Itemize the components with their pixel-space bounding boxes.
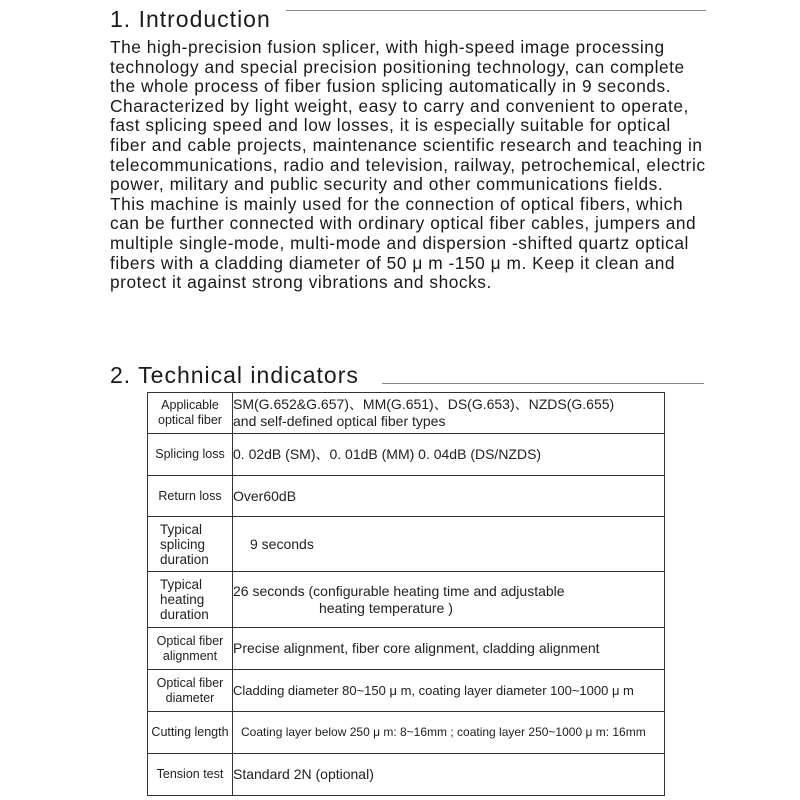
table-row-heating-duration	[148, 572, 665, 628]
row-value	[233, 517, 665, 572]
label-line: Tension test	[156, 767, 224, 781]
introduction-heading: 1. Introduction	[110, 6, 271, 32]
value-line: 0. 02dB (SM)、0. 01dB (MM) 0. 04dB (DS/NZDS)	[233, 446, 542, 462]
row-label	[148, 712, 233, 754]
table-row-cutting-length	[148, 712, 665, 754]
row-value	[233, 434, 665, 476]
label-line: duration	[160, 607, 209, 622]
value-line: Cladding diameter 80~150 μ m, coating layer diameter 100~1000 μ m	[233, 683, 634, 698]
label-line: Typical	[160, 577, 203, 592]
value-line: Standard 2N (optional)	[233, 766, 374, 782]
row-value	[233, 670, 665, 712]
label-line: duration	[160, 551, 209, 567]
row-value	[233, 572, 665, 628]
row-label	[148, 572, 233, 628]
label-line: Optical fiber	[156, 675, 224, 690]
row-value	[233, 712, 665, 754]
table-row-applicable-fiber	[148, 393, 665, 434]
value-line: SM(G.652&G.657)、MM(G.651)、DS(G.653)、NZDS(G.655)	[233, 396, 615, 412]
value-line: 26 seconds (configurable heating time and adjustable	[233, 582, 565, 599]
row-label	[148, 628, 233, 670]
value-line: Over60dB	[233, 487, 297, 504]
label-line: alignment	[162, 648, 218, 663]
label-line: Applicable	[161, 398, 219, 412]
top-divider	[286, 10, 706, 11]
label-line: Typical	[160, 521, 203, 537]
value-line: heating temperature )	[319, 599, 453, 616]
table-row-fiber-diameter	[148, 670, 665, 712]
label-line: optical fiber	[158, 413, 222, 427]
technical-indicators-heading: 2. Technical indicators	[110, 362, 359, 388]
table-row-splicing-duration	[148, 517, 665, 572]
label-line: heating	[160, 592, 205, 607]
value-line: and self-defined optical fiber types	[233, 413, 446, 429]
row-label	[148, 476, 233, 517]
intro-paragraph-1: The high-precision fusion splicer, with high-speed image processing technology and special precision positioning technology, can complete the whole process of fiber fusion splicing automatically in 9 seconds. Characterized by light weight, easy to carry and convenient to operate, fast splicing speed and low losses, it is especially suitable for optical fiber and cable projects, maintenance scientific research and teaching in telecommunications, radio and television, railway, petrochemical, electric power, military and public security and other communications fields.	[110, 37, 706, 195]
label-line: Cutting length	[151, 725, 229, 739]
value-line: Coating layer below 250 μ m: 8~16mm ; coating layer 250~1000 μ m: 16mm	[241, 725, 646, 739]
label-line: Return loss	[158, 488, 222, 503]
row-label	[148, 434, 233, 476]
row-value	[233, 476, 665, 517]
row-value	[233, 628, 665, 670]
table-row-splicing-loss	[148, 434, 665, 476]
value-line: 9 seconds	[250, 535, 314, 552]
value-line: Precise alignment, fiber core alignment, cladding alignment	[233, 640, 600, 656]
row-label	[148, 517, 233, 572]
tech-divider	[382, 383, 704, 384]
technical-indicators-table	[147, 392, 665, 796]
row-value	[233, 393, 665, 434]
intro-paragraph-2: This machine is mainly used for the connection of optical fibers, which can be further connected with ordinary optical fiber cables, jumpers and multiple single-mode, multi-mode and dispersion -shifted quartz optical fibers with a cladding diameter of 50 μ m -150 μ m. Keep it clean and protect it against strong vibrations and shocks.	[110, 193, 697, 293]
row-value	[233, 754, 665, 796]
introduction-body	[110, 38, 708, 293]
label-line: splicing	[160, 536, 206, 552]
row-label	[148, 754, 233, 796]
row-label	[148, 670, 233, 712]
table-row-return-loss	[148, 476, 665, 517]
label-line: Optical fiber	[156, 633, 224, 648]
label-line: diameter	[165, 690, 215, 705]
table-row-tension-test	[148, 754, 665, 796]
table-row-fiber-alignment	[148, 628, 665, 670]
row-label	[148, 393, 233, 434]
label-line: Splicing loss	[155, 447, 225, 461]
